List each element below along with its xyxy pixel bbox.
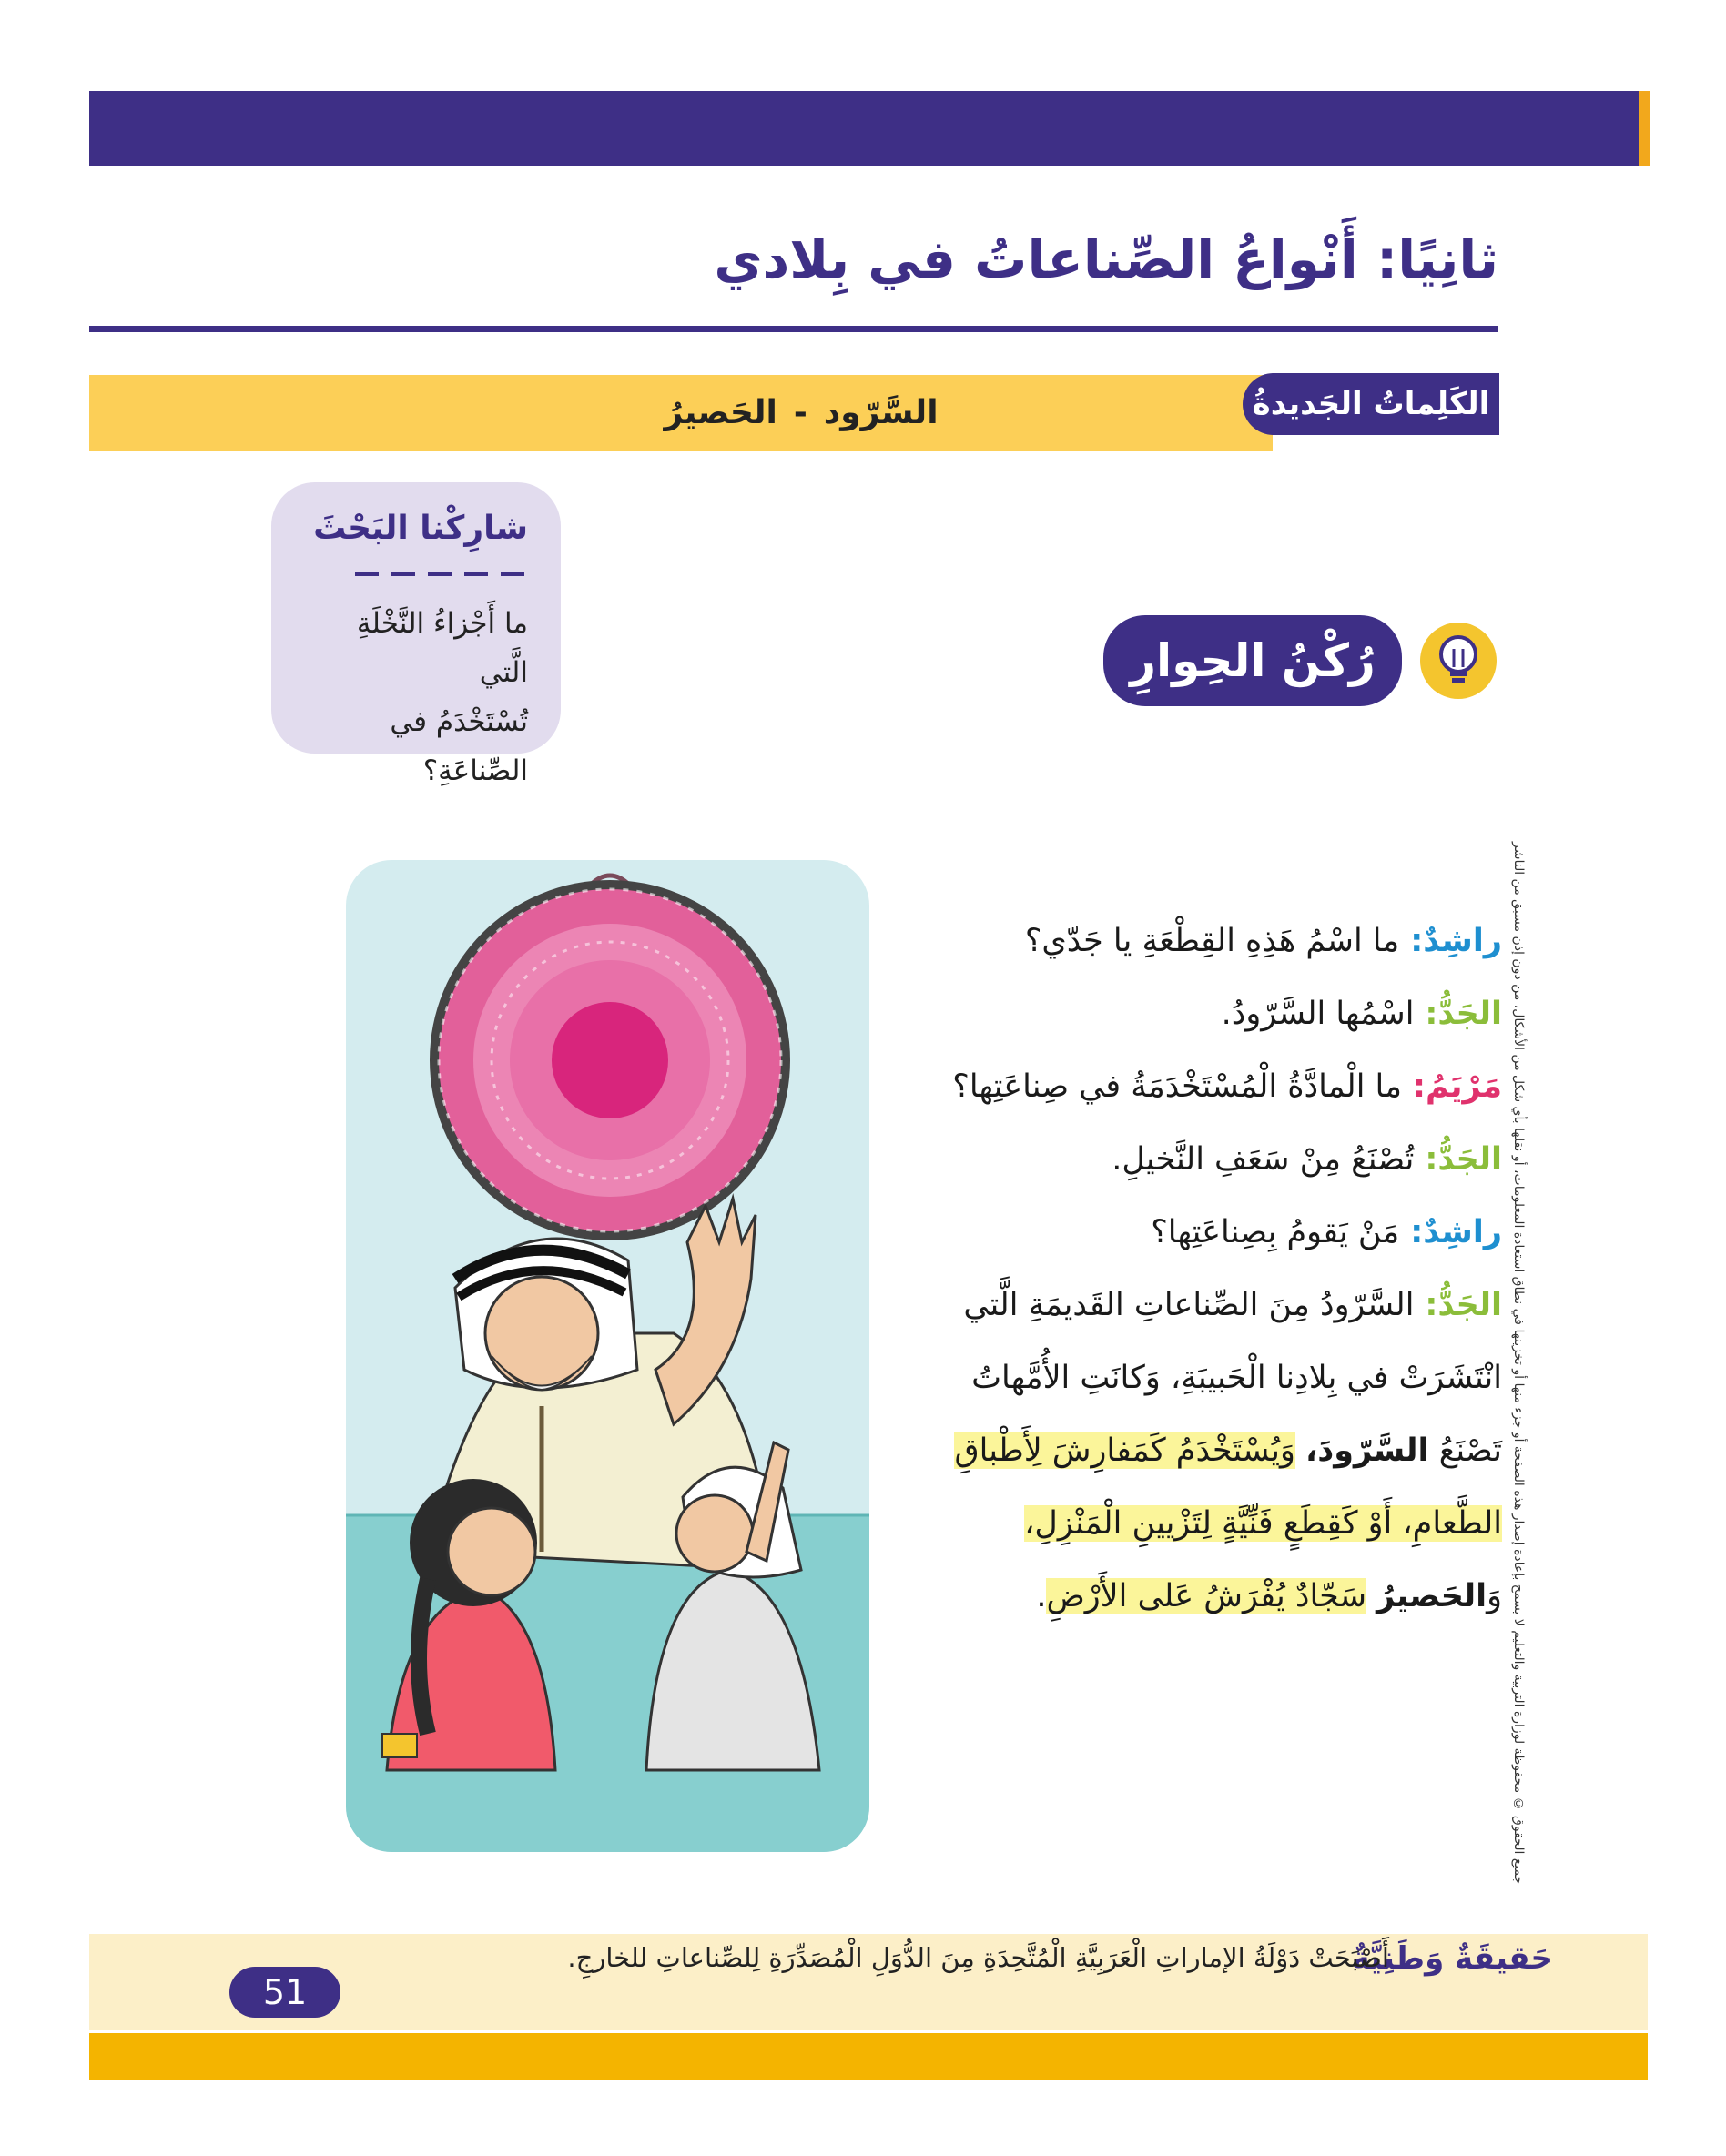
top-banner-edge (1639, 91, 1650, 166)
dialogue-line-5 (919, 1196, 1502, 1269)
dialogue-text: وَ (1487, 1578, 1502, 1614)
vocab-word-1: السَّرّود (823, 393, 939, 431)
dialog-corner-title: رُكْنُ الحِوارِ (1103, 615, 1402, 706)
speaker-grandfather: الجَدُّ: (1425, 1287, 1502, 1323)
dialogue-text: ما اسْمُ هَذِهِ القِطْعَةِ يا جَدّي؟ (1024, 923, 1400, 959)
dash-divider (355, 572, 524, 576)
speaker-grandfather: الجَدُّ: (1425, 996, 1502, 1032)
bottom-banner (89, 2033, 1648, 2080)
speaker-grandfather: الجَدُّ: (1425, 1141, 1502, 1178)
page-number: 51 (229, 1967, 340, 2018)
dialogue-text: مَنْ يَقومُ بِصِناعَتِها؟ (1151, 1214, 1400, 1250)
fact-text: أَصْبَحَتْ دَوْلَةُ الإماراتِ الْعَرَبِيَّةِ الْمُتَّحِدَةِ مِنَ الدُّوَلِ الْمُصَدِّرَةِ لِلصِّناعاتِ للخارجِ. (567, 1942, 1389, 1973)
vocab-separator: - (793, 393, 807, 431)
vocab-label: الكَلِماتُ الجَديدةُ (1243, 373, 1499, 435)
fact-label: حَقيقَةٌ وَطَنِيَّةٌ (1351, 1940, 1553, 1977)
speaker-maryam: مَرْيَمُ: (1412, 1068, 1502, 1105)
research-card (271, 482, 561, 787)
dialogue-text: السَّرّودُ مِنَ الصِّناعاتِ القَديمَةِ الَّتي (963, 1287, 1415, 1323)
section-title: ثانِيًا: أَنْواعُ الصِّناعاتُ في بِلادي (714, 228, 1498, 290)
research-title: شارِكْنا البَحْثَ (313, 510, 528, 547)
top-banner (89, 91, 1639, 166)
dialogue (919, 905, 1502, 1633)
dialogue-text: ما الْمادَّةُ الْمُسْتَخْدَمَةُ في صِناعَتِها؟ (952, 1068, 1402, 1105)
vocab-words (546, 382, 1056, 442)
highlighted-text: سَجّادٌ يُفْرَشُ عَلى الأَرْضِ (1046, 1578, 1367, 1614)
dialogue-line-2 (919, 977, 1502, 1050)
dialogue-line-4 (919, 1123, 1502, 1196)
dialogue-text: اسْمُها السَّرّودُ. (1221, 996, 1415, 1032)
dialogue-line-6 (919, 1269, 1502, 1341)
research-question (300, 599, 528, 795)
keyword-haseer: الحَصيرُ (1376, 1578, 1487, 1614)
grandfather-children-illustration (346, 860, 869, 1852)
dialogue-text: تَصْنَعُ (1438, 1432, 1502, 1469)
research-question-line-1: ما أَجْزاءُ النَّخْلَةِ الَّتي (356, 607, 528, 689)
dialogue-line-1 (919, 905, 1502, 977)
dialogue-text: . (1036, 1578, 1047, 1614)
research-question-line-2: تُسْتَخْدَمُ في الصِّناعَةِ؟ (390, 705, 528, 787)
dialogue-line-3 (919, 1050, 1502, 1123)
keyword-sarrood: السَّرّودَ، (1305, 1432, 1429, 1469)
lightbulb-icon (1420, 623, 1497, 699)
title-underline (89, 326, 1498, 332)
speaker-rashid: راشِدٌ: (1410, 1214, 1502, 1250)
vocab-word-2: الحَصيرُ (664, 393, 777, 431)
dialogue-line-7: انْتَشَرَتْ في بِلادِنا الْحَبيبَةِ، وَكانَتِ الأُمَّهاتُ (971, 1360, 1502, 1396)
dialogue-text: تُصْنَعُ مِنْ سَعَفِ النَّخيلِ. (1112, 1141, 1415, 1178)
copyright-notice: جميع الحقوق © محفوظة لوزارة التربية والتعليم لا يسمح بإعادة إصدار هذه الصفحة أو جزء منها أو تخزينها في نطاق استعادة المعلومات، أو نقلها بأي شكل من الأشكال، من دون إذن مسبق من الناشر (1511, 841, 1526, 1884)
highlighted-text: الطَّعامِ، أَوْ كَقِطَعٍ فَنِّيَّةٍ لِتَزْيينِ الْمَنْزِلِ، (1024, 1505, 1502, 1542)
dialogue-line-10 (919, 1560, 1502, 1633)
dialogue-line-9 (919, 1487, 1502, 1560)
highlighted-text: وَيُسْتَخْدَمُ كَمَفارِشَ لِأَطْباقِ (954, 1432, 1295, 1469)
dialogue-line-8 (919, 1414, 1502, 1487)
speaker-rashid: راشِدٌ: (1410, 923, 1502, 959)
